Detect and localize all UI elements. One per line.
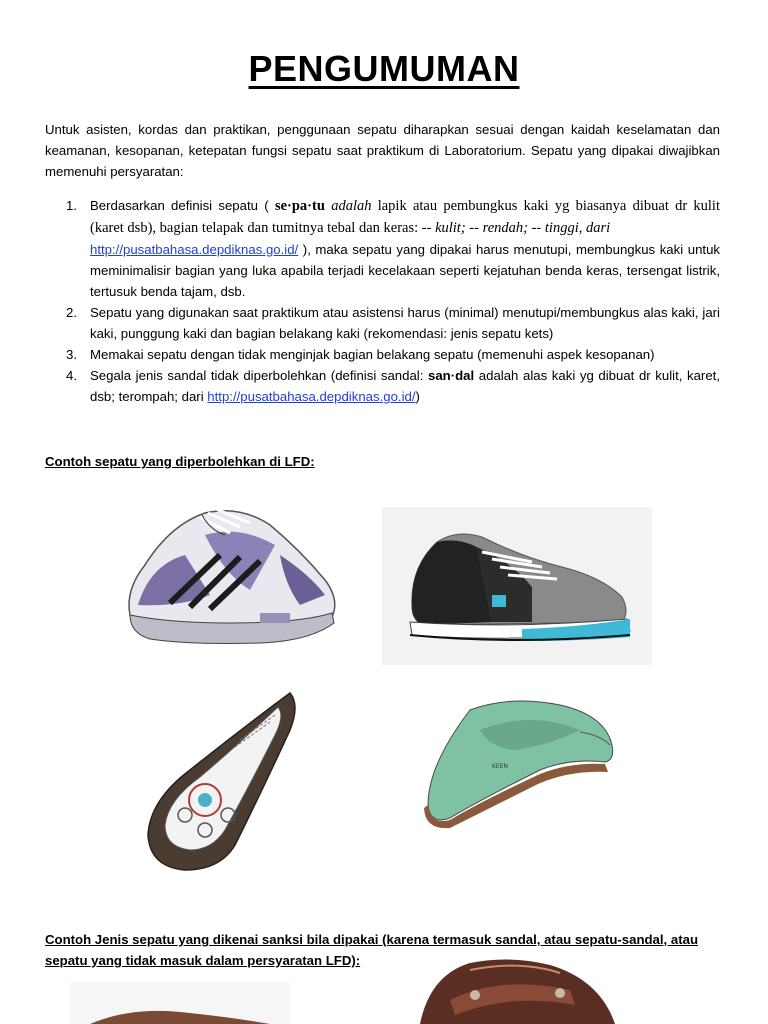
source-link[interactable]: http://pusatbahasa.depdiknas.go.id/	[207, 389, 416, 404]
requirements-list	[45, 195, 720, 407]
list-item: 3. Memakai sepatu dengan tidak menginjak bagian belakang sepatu (memenuhi aspek kesopanan)	[45, 344, 720, 365]
allowed-shoes-heading: Contoh sepatu yang diperbolehkan di LFD:	[45, 454, 315, 469]
list-item: 1. Berdasarkan definisi sepatu ( se·pa·tu adalah lapik atau pembungkus kaki yg biasanya dibuat dr kulit (karet dsb), bagian telapak dan tumitnya tebal dan keras: -- kulit; -- rendah; -- tinggi, dari http://pusatbahasa.depdiknas.go.id/ ), maka sepatu yang dipakai harus menutupi, membungkus kaki untuk meminimalisir bagian yang luka apabila terjadi kecelakaan seperti kejatuhan benda keras, tersengat listrik, tertusuk benda tajam, dsb.	[45, 195, 720, 302]
sandal-photo-right	[400, 955, 635, 1024]
page-title: PENGUMUMAN	[248, 48, 520, 89]
skate-sneaker-photo	[382, 507, 652, 665]
list-number: 2.	[66, 305, 77, 320]
list-item: 2. Sepatu yang digunakan saat praktikum atau asistensi harus (minimal) menutupi/membungkus alas kaki, jari kaki, punggung kaki dan bagian belakang kaki (rekomendasi: jenis sepatu kets)	[45, 302, 720, 344]
running-shoe-photo	[110, 495, 345, 650]
slip-on-patterned-shoe-photo	[140, 685, 305, 880]
sandal-photo-left	[70, 982, 290, 1024]
svg-text:KEEN: KEEN	[492, 763, 509, 770]
forbidden-shoes-heading: Contoh Jenis sepatu yang dikenai sanksi bila dipakai (karena termasuk sandal, atau sepatu-sandal, atau sepatu yang tidak masuk dalam persyaratan LFD):	[45, 932, 699, 968]
intro-paragraph: Untuk asisten, kordas dan praktikan, penggunaan sepatu diharapkan sesuai dengan kaidah keselamatan dan keamanan, kesopanan, ketepatan fungsi sepatu saat praktikum di Laboratorium. Sepatu yang dipakai diwajibkan memenuhi persyaratan:	[45, 122, 720, 179]
source-link[interactable]: http://pusatbahasa.depdiknas.go.id/	[90, 242, 299, 257]
list-number: 1.	[66, 198, 77, 213]
term-sandal: san·dal	[428, 368, 475, 383]
list-number: 4.	[66, 368, 77, 383]
green-flat-shoe-photo	[420, 690, 620, 830]
list-item: 4. Segala jenis sandal tidak diperbolehkan (definisi sandal: san·dal adalah alas kaki yg dibuat dr kulit, karet, dsb; terompah; dari http://pusatbahasa.depdiknas.go.id/)	[45, 365, 720, 407]
term-sepatu: se·pa·tu	[274, 198, 325, 214]
list-number: 3.	[66, 347, 77, 362]
